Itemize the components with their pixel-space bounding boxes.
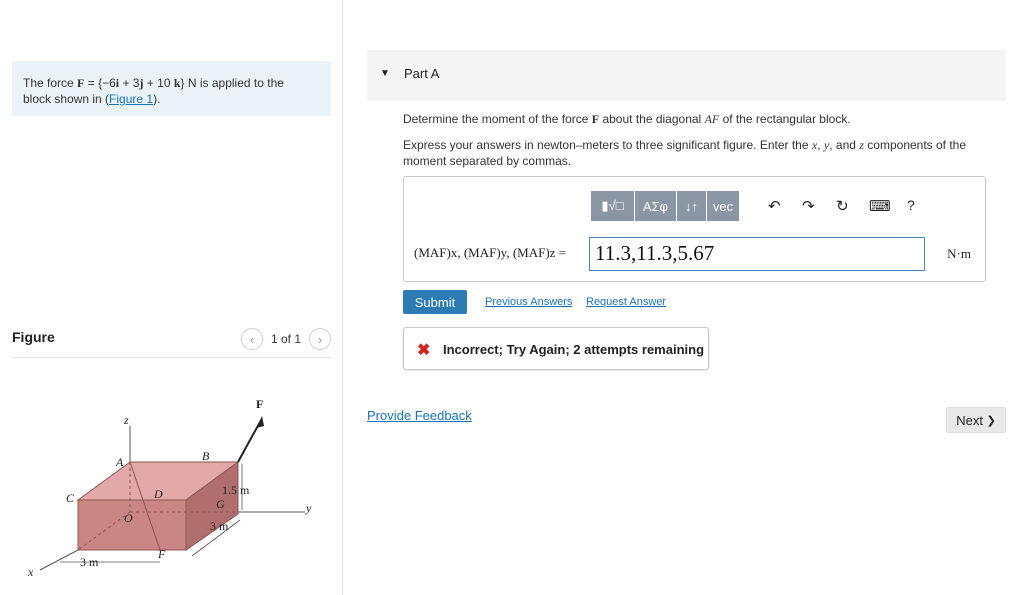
label-o: O <box>124 511 133 525</box>
problem-line2-suffix: ). <box>153 92 161 106</box>
label-x: x <box>28 565 34 579</box>
problem-line2-prefix: block shown in ( <box>23 92 110 106</box>
answer-input[interactable]: 11.3,11.3,5.67 <box>589 237 925 271</box>
reset-icon[interactable]: ↻ <box>836 198 849 215</box>
chevron-right-icon: ❯ <box>986 414 996 427</box>
question-prefix: Determine the moment of the force <box>403 112 589 126</box>
force-arrowhead <box>256 416 264 428</box>
x-axis <box>40 550 78 570</box>
label-b: B <box>202 449 210 463</box>
submit-button[interactable]: Submit <box>403 290 467 314</box>
question-mid: about the diagonal <box>602 112 702 126</box>
greek-button[interactable]: AΣφ <box>635 191 677 221</box>
plus-ten: + 10 <box>143 76 174 90</box>
answer-box <box>403 176 986 282</box>
block-front-face <box>78 500 186 550</box>
problem-prefix: The force <box>23 76 74 90</box>
provide-feedback-link[interactable]: Provide Feedback <box>367 408 472 423</box>
label-height: 1.5 m <box>222 483 250 497</box>
label-depth: 3 m <box>210 519 229 533</box>
block-figure <box>20 390 330 590</box>
question-suffix: of the rectangular block. <box>722 112 851 126</box>
previous-answers-link[interactable]: Previous Answers <box>485 296 573 308</box>
instructions-1: Express your answers in newton–meters to three significant figure. Enter the <box>403 138 809 152</box>
unit-j: j <box>139 76 144 90</box>
label-g: G <box>216 497 225 511</box>
force-arrow <box>238 422 260 462</box>
unit-i: i <box>115 76 120 90</box>
vector-button[interactable]: vec <box>707 191 739 221</box>
feedback-box <box>403 327 709 370</box>
feedback-text: Incorrect; Try Again; 2 attempts remaining <box>443 342 705 357</box>
instructions-y: y <box>823 138 830 152</box>
incorrect-icon: ✖ <box>417 342 431 359</box>
chevron-right-icon: › <box>317 331 323 347</box>
next-label: Next <box>956 412 983 428</box>
figure-pager <box>241 328 331 350</box>
force-symbol: F <box>77 76 85 90</box>
question-af: AF <box>704 112 720 126</box>
instructions-text <box>403 137 1008 169</box>
undo-icon[interactable]: ↶ <box>768 198 781 215</box>
prev-figure-button[interactable] <box>241 328 263 350</box>
label-width: 3 m <box>80 555 99 569</box>
problem-statement <box>12 61 331 116</box>
instructions-and: , and <box>829 138 856 152</box>
question-force: F <box>591 112 600 126</box>
label-c: C <box>66 491 75 505</box>
next-figure-button[interactable] <box>309 328 331 350</box>
label-z: z <box>124 413 129 427</box>
problem-suffix: } N is applied to the <box>180 76 284 90</box>
instructions-2: components of the moment separated by commas. <box>403 138 967 168</box>
label-y: y <box>306 501 312 515</box>
next-button[interactable] <box>946 407 1006 433</box>
figure-link[interactable]: Figure 1 <box>109 92 154 106</box>
redo-icon[interactable]: ↷ <box>802 198 815 215</box>
help-icon[interactable]: ? <box>907 197 915 213</box>
plus-three: + 3 <box>119 76 140 90</box>
force-equals: = {−6 <box>84 76 116 90</box>
label-a: A <box>116 455 124 469</box>
figure-header <box>12 328 331 358</box>
templates-button[interactable]: ▮√□ <box>591 191 635 221</box>
answer-unit: N·m <box>947 246 971 261</box>
part-header[interactable] <box>367 50 1006 101</box>
label-force: F <box>256 397 264 411</box>
label-d: D <box>154 487 163 501</box>
keyboard-icon[interactable]: ⌨ <box>869 198 891 215</box>
label-f: F <box>158 547 166 561</box>
pager-text: 1 of 1 <box>270 332 301 346</box>
unit-k: k <box>173 76 181 90</box>
figure-title: Figure <box>12 329 55 345</box>
arrows-button[interactable]: ↓↑ <box>677 191 707 221</box>
instructions-z: z <box>859 138 864 152</box>
math-toolbar <box>591 191 739 221</box>
question-text <box>403 112 851 127</box>
answer-label: (MAF)x, (MAF)y, (MAF)z = <box>414 245 567 260</box>
chevron-left-icon: ‹ <box>249 331 255 347</box>
column-divider <box>342 0 343 595</box>
instructions-comma: , <box>817 138 821 152</box>
collapse-caret-icon[interactable]: ▼ <box>380 68 390 79</box>
request-answer-link[interactable]: Request Answer <box>586 296 667 308</box>
part-title: Part A <box>404 66 440 81</box>
instructions-x: x <box>811 138 818 152</box>
